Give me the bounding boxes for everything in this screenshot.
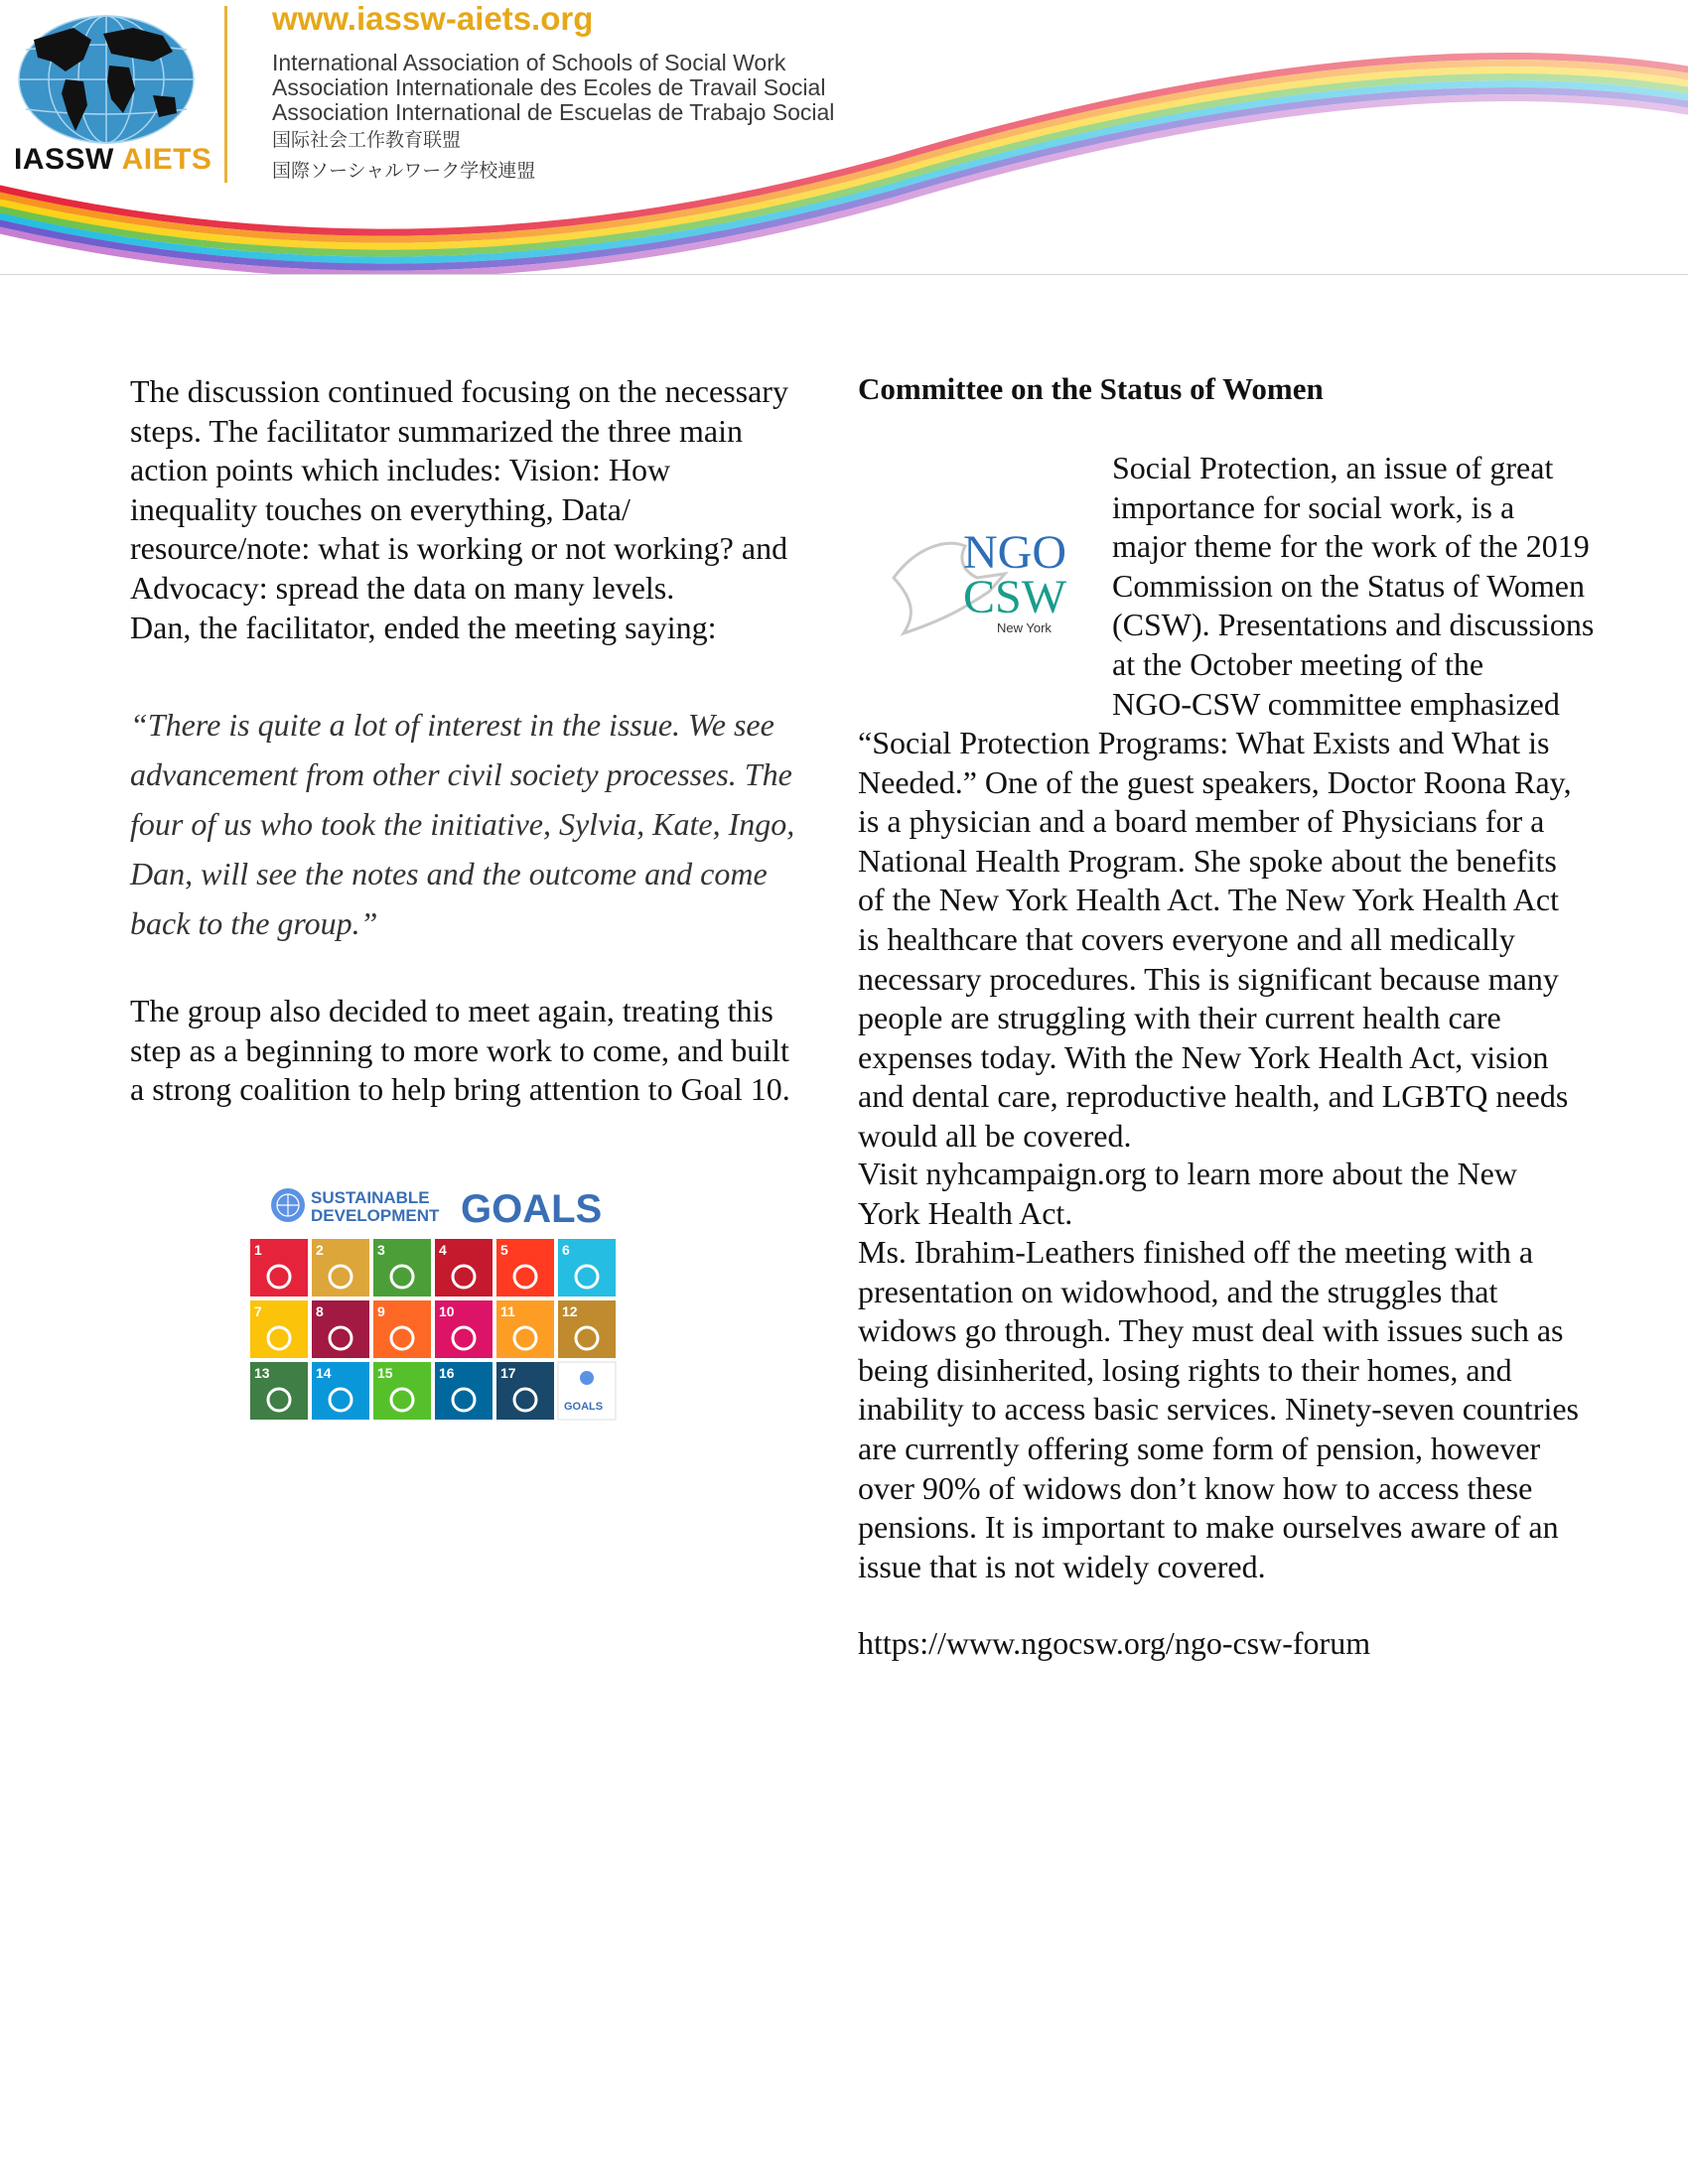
right-paragraph-health-act: “Social Protection Programs: What Exists and What is Needed.” One of the guest speakers, Doctor Roona Ray, is a physician and a board member of Physicians for a National Health Program. She spoke about the benefits of the New York Health Act. The New York Health Act is healthcare that covers everyone and all medically necessary procedures. This is significant because many people are struggling with their current health care expenses today. With the New York Health Act, vision and dental care, reproductive health, and LGBTQ needs would all be covered. [858, 725, 1572, 1154]
logo-iassw-word: IASSW [14, 143, 114, 176]
sdg-goals-image [248, 1181, 645, 1430]
site-url[interactable]: www.iassw-aiets.org [272, 0, 594, 37]
sdg-tile-number: 5 [500, 1242, 508, 1258]
sdg-tile-number: 12 [562, 1303, 578, 1319]
globe-logo-icon [14, 10, 199, 149]
iassw-aiets-logo-text [14, 143, 211, 177]
page-header [0, 0, 1688, 278]
sdg-tile-number: 17 [500, 1365, 516, 1381]
ngo-csw-logo [886, 508, 1084, 647]
logo-aiets-word: AIETS [121, 143, 212, 176]
ngo-logo-newyork: New York [997, 620, 1052, 635]
sdg-title-goals: GOALS [461, 1187, 603, 1231]
right-paragraph-visit: Visit nyhcampaign.org to learn more about the New York Health Act. [858, 1156, 1517, 1231]
left-paragraph-coalition: The group also decided to meet again, treating this step as a beginning to more work to come, and built a strong coalition to help bring attention to Goal 10. [130, 993, 790, 1108]
sdg-tile-number: 7 [254, 1303, 262, 1319]
sdg-tile-number: 8 [316, 1303, 324, 1319]
sdg-tile-number: 3 [377, 1242, 385, 1258]
sdg-tile-grid [250, 1239, 616, 1420]
sdg-tile-number: 15 [377, 1365, 393, 1381]
sdg-tile-number: 11 [500, 1303, 515, 1319]
section-heading-csw: Committee on the Status of Women [858, 371, 1324, 406]
left-paragraph-discussion: The discussion continued focusing on the necessary steps. The facilitator summarized the three main action points which includes: Vision: How inequality touches on everything, Data/ resource/note: what is working or not working? and Advocacy: spread the data on many levels. Dan, the facilitator, ended the meeting saying: [130, 373, 788, 645]
sdg-tile-number: 13 [254, 1365, 270, 1381]
sdg-tile-number: 2 [316, 1242, 324, 1258]
sdg-goals-tile-label: GOALS [564, 1401, 604, 1413]
sdg-tile-number: 1 [254, 1242, 262, 1258]
org-name-french: Association Internationale des Ecoles de Travail Social [272, 74, 826, 100]
rainbow-swoosh-graphic [0, 0, 1688, 274]
ngo-csw-forum-link[interactable]: https://www.ngocsw.org/ngo-csw-forum [858, 1625, 1371, 1661]
right-paragraph-social-protection: Social Protection, an issue of great importance for social work, is a major theme for the work of the 2019 Commission on the Status of Women (CSW). Presentations and discussions at the October meeting of the NGO-CSW committee emphasized [1112, 450, 1595, 722]
logo-divider [224, 6, 227, 183]
org-name-spanish: Association International de Escuelas de Trabajo Social [272, 99, 835, 125]
un-emblem-icon [580, 1371, 594, 1385]
org-name-japanese: 国際ソーシャルワーク学校連盟 [272, 161, 536, 182]
header-divider [0, 274, 1688, 275]
ngo-logo-csw: CSW [963, 571, 1067, 623]
sdg-tile-number: 16 [439, 1365, 455, 1381]
facilitator-quote: “There is quite a lot of interest in the issue. We see advancement from other civil society processes. The four of us who took the initiative, Sylvia, Kate, Ingo, Dan, will see the notes and the outcome and come back to the group.” [130, 707, 795, 941]
sdg-title-line2: DEVELOPMENT [311, 1206, 440, 1225]
sdg-title-line1: SUSTAINABLE [311, 1188, 430, 1207]
right-paragraph-widowhood: Ms. Ibrahim-Leathers finished off the meeting with a presentation on widowhood, and the struggles that widows go through. They must deal with issues such as being disinherited, losing rights to their homes, and inability to access basic services. Ninety-seven countries are currently offering some form of pension, however over 90% of widows don’t know how to access these pensions. It is important to make ourselves aware of an issue that is not widely covered. [858, 1234, 1579, 1584]
sdg-tile-number: 10 [439, 1303, 455, 1319]
sdg-tile-number: 4 [439, 1242, 447, 1258]
ngo-logo-ngo: NGO [963, 526, 1066, 579]
sdg-tile-number: 6 [562, 1242, 570, 1258]
sdg-tile-number: 14 [316, 1365, 332, 1381]
sdg-tile-number: 9 [377, 1303, 385, 1319]
org-name-chinese: 国际社会工作教育联盟 [272, 130, 462, 151]
org-name-english: International Association of Schools of Social Work [272, 50, 786, 75]
